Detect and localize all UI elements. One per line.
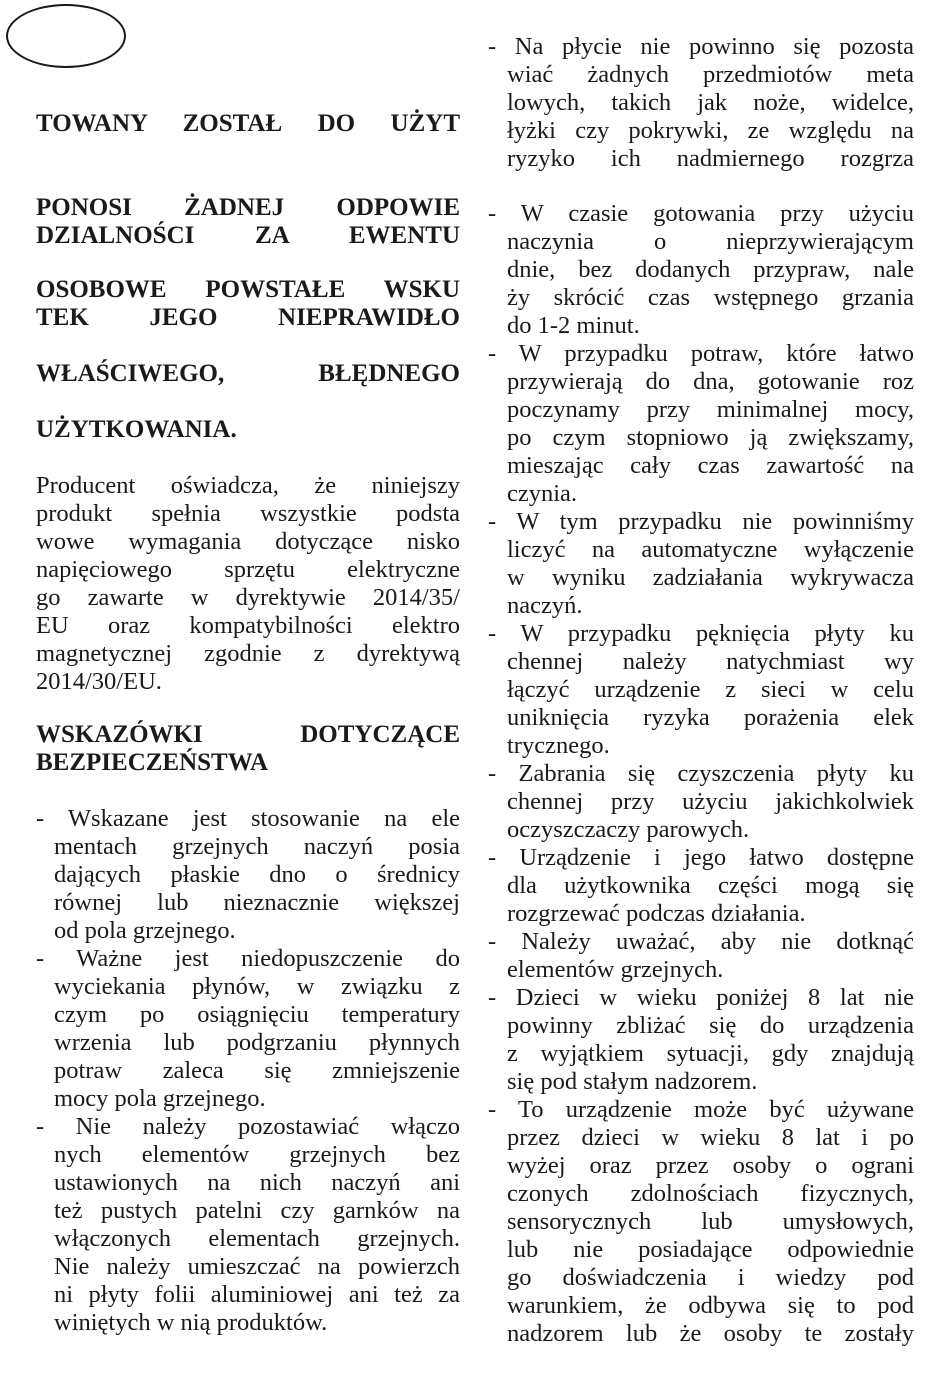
list-item-line: w wyniku zadziałania wykrywacza (507, 564, 914, 591)
heading-line: OSOBOWE POWSTAŁE WSKU (36, 276, 460, 303)
producer-paragraph-line: napięciowego sprzętu elektryczne (36, 556, 460, 583)
list-item-line: wyżej oraz przez osoby o ograni (507, 1152, 914, 1179)
producer-paragraph-line: 2014/30/EU. (36, 668, 162, 695)
list-item-line: elementów grzejnych. (507, 956, 724, 983)
list-item-line: trycznego. (507, 732, 610, 759)
list-item-line: dnie, bez dodanych przypraw, nale (507, 256, 914, 283)
list-item-line: - Ważne jest niedopuszczenie do (36, 945, 460, 972)
list-item-line: naczynia o nieprzywierającym (507, 228, 914, 255)
list-item-line: ustawionych na nich naczyń ani (54, 1169, 460, 1196)
list-item-line: - W przypadku potraw, które łatwo (488, 340, 914, 367)
list-item-line: dających płaskie dno o średnicy (54, 861, 460, 888)
list-item-line: nych elementów grzejnych bez (54, 1141, 460, 1168)
list-item-line: - Nie należy pozostawiać włączo (36, 1113, 460, 1140)
list-item-line: po czym stopniowo ją zwiększamy, (507, 424, 914, 451)
list-item-line: - Zabrania się czyszczenia płyty ku (488, 760, 914, 787)
safety-heading-line: BEZPIECZEŃSTWA (36, 749, 269, 776)
list-item-line: - W tym przypadku nie powinniśmy (488, 508, 914, 535)
list-item-line: potraw zaleca się zmniejszenie (54, 1057, 460, 1084)
list-item-line: przywierają do dna, gotowanie roz (507, 368, 914, 395)
list-item-line: ni płyty folii aluminiowej ani też za (54, 1281, 460, 1308)
list-item-line: równej lub nieznacznie większej (54, 889, 460, 916)
list-item-line: - Należy uważać, aby nie dotknąć (488, 928, 914, 955)
list-item-line: do 1-2 minut. (507, 312, 640, 339)
list-item-line: - W czasie gotowania przy użyciu (488, 200, 914, 227)
list-item-line: - Dzieci w wieku poniżej 8 lat nie (488, 984, 914, 1011)
heading-line: PONOSI ŻADNEJ ODPOWIE (36, 194, 460, 221)
list-item-line: - W przypadku pęknięcia płyty ku (488, 620, 914, 647)
list-item-line: - Na płycie nie powinno się pozosta (488, 33, 914, 60)
list-item-line: wyciekania płynów, w związku z (54, 973, 460, 1000)
list-item-line: mentach grzejnych naczyń posia (54, 833, 460, 860)
list-item-line: go doświadczenia i wiedzy pod (507, 1264, 914, 1291)
list-item-line: dla użytkownika części mogą się (507, 872, 914, 899)
heading-line: TEK JEGO NIEPRAWIDŁO (36, 304, 460, 331)
producer-paragraph-line: wowe wymagania dotyczące nisko (36, 528, 460, 555)
list-item-line: poczynamy przy minimalnej mocy, (507, 396, 914, 423)
producer-paragraph-line: magnetycznej zgodnie z dyrektywą (36, 640, 460, 667)
safety-heading-line: WSKAZÓWKI DOTYCZĄCE (36, 721, 460, 748)
list-item-line: lowych, takich jak noże, widelce, (507, 89, 914, 116)
list-item-line: łyżki czy pokrywki, ze względu na (507, 117, 914, 144)
list-item-line: czonych zdolnościach fizycznych, (507, 1180, 914, 1207)
list-item-line: nadzorem lub że osoby te zostały (507, 1320, 914, 1347)
list-item-line: rozgrzewać podczas działania. (507, 900, 806, 927)
list-item-line: z wyjątkiem sytuacji, gdy znajdują (507, 1040, 914, 1067)
list-item-line: się pod stałym nadzorem. (507, 1068, 758, 1095)
list-item-line: - Wskazane jest stosowanie na ele (36, 805, 460, 832)
list-item-line: lub nie posiadające odpowiednie (507, 1236, 914, 1263)
list-item-line: liczyć na automatyczne wyłączenie (507, 536, 914, 563)
list-item-line: wiać żadnych przedmiotów meta (507, 61, 914, 88)
list-item-line: - To urządzenie może być używane (488, 1096, 914, 1123)
list-item-line: od pola grzejnego. (54, 917, 236, 944)
producer-paragraph-line: go zawarte w dyrektywie 2014/35/ (36, 584, 460, 611)
list-item-line: powinny zbliżać się do urządzenia (507, 1012, 914, 1039)
list-item-line: czynia. (507, 480, 578, 507)
list-item-line: czym po osiągnięciu temperatury (54, 1001, 460, 1028)
list-item-line: mieszając cały czas zawartość na (507, 452, 914, 479)
list-item-line: sensorycznych lub umysłowych, (507, 1208, 914, 1235)
list-item-line: chennej należy natychmiast wy (507, 648, 914, 675)
list-item-line: włączonych elementach grzejnych. (54, 1225, 460, 1252)
list-item-line: winiętych w nią produktów. (54, 1309, 328, 1336)
list-item-line: mocy pola grzejnego. (54, 1085, 266, 1112)
list-item-line: ryzyko ich nadmiernego rozgrza (507, 145, 914, 172)
list-item-line: naczyń. (507, 592, 583, 619)
list-item-line: łączyć urządzenie z sieci w celu (507, 676, 914, 703)
list-item-line: wrzenia lub podgrzaniu płynnych (54, 1029, 460, 1056)
list-item-line: też pustych patelni czy garnków na (54, 1197, 460, 1224)
list-item-line: - Urządzenie i jego łatwo dostępne (488, 844, 914, 871)
heading-line: TOWANY ZOSTAŁ DO UŻYT (36, 110, 460, 137)
list-item-line: oczyszczaczy parowych. (507, 816, 750, 843)
producer-paragraph-line: EU oraz kompatybilności elektro (36, 612, 460, 639)
producer-paragraph-line: Producent oświadcza, że niniejszy (36, 472, 460, 499)
list-item-line: Nie należy umieszczać na powierzch (54, 1253, 460, 1280)
list-item-line: uniknięcia ryzyka porażenia elek (507, 704, 914, 731)
heading-line: DZIALNOŚCI ZA EWENTU (36, 222, 460, 249)
list-item-line: przez dzieci w wieku 8 lat i po (507, 1124, 914, 1151)
page-marker-oval (6, 4, 126, 68)
list-item-line: chennej przy użyciu jakichkolwiek (507, 788, 914, 815)
heading-line: UŻYTKOWANIA. (36, 416, 237, 443)
list-item-line: warunkiem, że odbywa się to pod (507, 1292, 914, 1319)
list-item-line: ży skrócić czas wstępnego grzania (507, 284, 914, 311)
producer-paragraph-line: produkt spełnia wszystkie podsta (36, 500, 460, 527)
heading-line: WŁAŚCIWEGO, BŁĘDNEGO (36, 360, 460, 387)
